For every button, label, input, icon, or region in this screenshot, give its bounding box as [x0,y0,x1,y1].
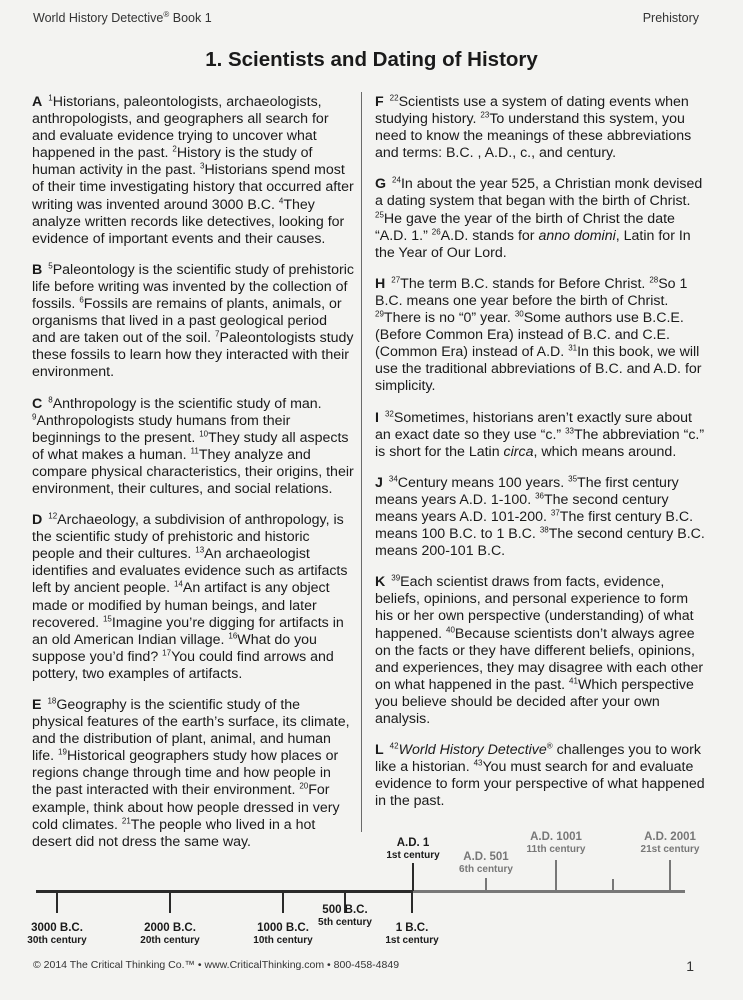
running-header-section: Prehistory [642,11,699,25]
timeline-label-bc [27,922,86,947]
paragraph-label: G [375,176,387,193]
sentence-number: 10 [199,428,209,438]
sentence-number: 22 [389,93,399,103]
sentence-number: 8 [48,394,53,404]
right-column [375,94,707,824]
sentence-text: History is the study of human activity in the past. [32,145,313,179]
paragraph-a [32,94,354,248]
sentence-text: , which means around. [533,443,677,460]
sentence-number: 28 [649,275,659,285]
timeline-tick [56,891,58,913]
paragraph-f [375,94,707,162]
sentence-text: Historians, paleontologists, archaeologists, anthropologists, and geographers all search for and evaluate evidence trying to uncover what happened in the past. [32,94,329,162]
timeline-century: 5th century [318,917,372,928]
timeline-label-ad [527,831,586,856]
sentence-text: In about the year 525, a Christian monk devised a dating system that began with the birth of Christ. [375,176,703,210]
sentence-number: 11 [190,446,199,456]
sentence-text: Historians spend most of their time investigating history that occurred after writing was invented around 3000 B.C. [32,162,354,213]
sentence-text: Which perspective you believe should be decided after your own analysis. [375,676,694,727]
paragraph-h [375,276,707,396]
sentence-number: 36 [535,491,544,501]
italic-term: circa [503,443,534,460]
paragraph-label: I [375,409,379,426]
sentence-text: Paleontology is the scientific study of prehistoric life before writing was invented by the collection of fossils. [32,261,354,313]
timeline-label-ad [386,837,439,862]
sentence-text: Imagine you’re digging for artifacts in an old American Indian village. [32,614,344,648]
sentence-text: What do you suppose you’d find? [32,631,317,665]
sentence-number: 18 [47,696,57,706]
timeline-tick [282,891,284,913]
sentence-number: 27 [391,275,401,285]
sentence-number: 31 [568,343,578,353]
sentence-text: Fossils are remains of plants, animals, or organisms that lived in a past geological period and are taken out of the soil. [32,296,342,347]
sentence-text: An archaeologist identifies and evaluates evidence such as artifacts left by ancient people. [32,546,348,597]
sentence-text: A.D. stands for [440,227,539,244]
timeline-year: 2000 B.C. [144,922,196,934]
sentence-number: 23 [480,110,490,120]
paragraph-label: D [32,512,43,529]
sentence-number: 6 [79,295,84,305]
sentence-number: 34 [388,474,398,484]
sentence-text: , Latin for In the Year of Our Lord. [375,227,691,261]
timeline-label-bc [385,922,438,947]
sentence-number: 30 [514,309,524,319]
sentence-number: 40 [446,624,455,634]
sentence-text: To understand this system, you need to know the meanings of these abbreviations and terms: B.C. , A.D., c., and century. [375,111,692,162]
timeline-year: 3000 B.C. [31,922,83,934]
sentence-text: There is no “0” year. [383,310,515,327]
paragraph-g [375,176,707,261]
sentence-number: 9 [32,411,37,421]
sentence-text: Geography is the scientific study of the physical features of the earth’s surface, its climate, and the distribution of plant, animal, and human life. [32,697,350,765]
sentence-text: They analyze written records like detectives, looking for evidence of important events and their causes. [32,196,345,247]
sentence-number: 33 [565,425,574,435]
paragraph-k [375,574,707,728]
timeline-century: 11th century [526,844,586,855]
sentence-text: Scientists use a system of dating events when studying history. [375,94,689,128]
italic-term: anno domini [538,227,616,244]
timeline-century: 10th century [253,935,313,946]
sentence-number: 5 [48,261,53,271]
left-column [32,94,354,865]
paragraph-label: L [375,742,384,759]
paragraph-label: K [375,574,386,591]
sentence-text: In this book, we will use the traditional abbreviations of B.C. and A.D. for simplicity. [375,344,702,395]
timeline-tick [555,860,557,891]
sentence-text: They study all aspects of what makes a human. [32,429,349,463]
paragraph-b [32,262,354,382]
sentence-number: 42 [389,741,399,751]
sentence-number: 43 [473,758,483,768]
timeline-century: 1st century [386,850,440,861]
book-number: Book 1 [169,11,212,25]
timeline-year: A.D. 1 [396,837,430,849]
sentence-number: 29 [375,309,384,319]
sentence-number: 13 [195,545,205,555]
sentence-number: 3 [199,161,205,171]
sentence-text: challenges you to work like a historian. [375,742,701,776]
timeline-century: 20th century [140,935,200,946]
book-title: World History Detective [33,11,164,25]
timeline-year: 1000 B.C. [257,922,309,934]
sentence-text: Century means 100 years. [397,474,569,491]
sentence-number: 25 [375,209,384,219]
timeline-century: 21st century [640,844,700,855]
sentence-text: The second century means years A.D. 101-200. [375,491,669,525]
timeline-tick [411,891,413,913]
sentence-number: 12 [48,511,58,521]
timeline-year: A.D. 501 [463,851,509,863]
timeline-year: A.D. 1001 [530,831,582,843]
timeline-year: A.D. 2001 [644,831,696,843]
sentence-number: 39 [391,573,401,583]
italic-term: World History Detective [398,742,547,759]
timeline-label-bc [140,922,199,947]
timeline-century: 30th century [27,935,87,946]
page-number: 1 [686,958,694,974]
sentence-text: The abbreviation “c.” is short for the Latin [375,426,705,460]
sentence-text: The people who lived in a hot desert did not dress the same way. [32,816,316,850]
sentence-number: 4 [278,195,284,205]
timeline-axis-bc [36,890,413,893]
sentence-text: Because scientists don’t always agree on the facts or they have different beliefs, opinions, and experiences, they may disagree with each other on what happened in the past. [375,625,704,693]
sentence-text: An artifact is any object made or modified by human beings, and later recovered. [32,580,330,631]
sentence-text: Anthropologists study humans from their beginnings to the present. [32,412,291,446]
sentence-text: He gave the year of the birth of Christ the date “A.D. 1.” [375,210,675,244]
column-divider [361,92,362,832]
paragraph-label: E [32,697,42,713]
sentence-text: Some authors use B.C.E. (Before Common Era) instead of B.C. and C.E. (Common Era) instead of A.D. [375,310,684,361]
paragraph-l [375,742,707,810]
paragraph-i [375,410,707,461]
timeline-tick [612,879,614,891]
sentence-text: Each scientist draws from facts, evidence, beliefs, opinions, and personal experience to form his or her own perspective (understanding) of what happened. [375,574,694,642]
registered-mark: ® [163,9,170,19]
paragraph-d [32,512,354,683]
sentence-number: 2 [172,144,177,154]
sentence-number: 35 [568,474,578,484]
timeline-tick [669,860,671,891]
sentence-text: They analyze and compare physical characteristics, their origins, their environment, their cultures, and social relations. [32,446,354,497]
sentence-text: Anthropology is the scientific study of man. [52,395,322,412]
paragraph-label: H [375,275,386,292]
paragraph-c [32,396,354,499]
timeline-label-ad [641,831,700,856]
timeline-axis-ad [413,890,685,893]
sentence-text: The first century means years A.D. 1-100. [375,474,679,508]
sentence-number: 14 [173,579,183,589]
paragraph-label: A [32,94,43,110]
timeline-tick [169,891,171,913]
footer-copyright: © 2014 The Critical Thinking Co.™ • www.CriticalThinking.com • 800-458-4849 [33,959,400,971]
sentence-text: You must search for and evaluate evidence to form your perspective of what happened in the past. [375,759,705,810]
sentence-text: So 1 B.C. means one year before the birth of Christ. [375,275,688,309]
timeline-tick [412,863,414,891]
sentence-text: The first century B.C. means 100 B.C. to 1 B.C. [375,508,694,543]
sentence-text: The term B.C. stands for Before Christ. [400,275,650,292]
paragraph-label: J [375,474,383,491]
sentence-number: 7 [214,329,220,339]
paragraph-label: C [32,395,43,412]
sentence-number: 41 [569,676,578,686]
sentence-number: 32 [384,408,394,418]
page-title: 1. Scientists and Dating of History [205,48,538,71]
sentence-number: 21 [121,815,131,825]
running-header-book [33,11,212,25]
sentence-text: Paleontologists study these fossils to learn how they interacted with their environment. [32,330,354,381]
sentence-number: 17 [162,648,172,658]
sentence-number: 15 [102,613,112,623]
sentence-text: Archaeology, a subdivision of anthropology, is the scientific study of prehistoric and historic people and their cultures. [32,512,344,563]
timeline-year: 500 B.C. [322,904,368,916]
timeline-label-bc [318,904,372,929]
sentence-number: 1 [48,93,53,103]
sentence-text: For example, think about how people dressed in very cold climates. [32,782,340,833]
timeline-century: 1st century [385,935,439,946]
sentence-text: You could find arrows and pottery, two examples of artifacts. [32,648,334,682]
sentence-text: Historical geographers study how places or regions change through time and how people in the past interacted with their environment. [32,748,339,799]
timeline-year: 1 B.C. [395,922,429,934]
sentence-number: 24 [392,175,401,185]
timeline-label-ad [459,851,513,876]
sentence-number: 37 [550,508,560,518]
paragraph-label: F [375,94,384,110]
sentence-number: 26 [431,226,441,236]
timeline-century: 6th century [459,864,513,875]
timeline-tick [485,878,487,891]
paragraph-j [375,475,707,560]
timeline-label-bc [253,922,312,947]
paragraph-e [32,697,354,851]
registered-mark: ® [546,741,553,751]
sentence-number: 19 [58,747,67,757]
sentence-text: The second century B.C. means 200-101 B.C. [375,526,705,560]
sentence-number: 16 [228,630,238,640]
sentence-text: Sometimes, historians aren’t exactly sure about an exact date so they use “c.” [375,409,692,443]
sentence-number: 20 [299,781,309,791]
sentence-number: 38 [539,525,549,535]
paragraph-label: B [32,261,43,278]
